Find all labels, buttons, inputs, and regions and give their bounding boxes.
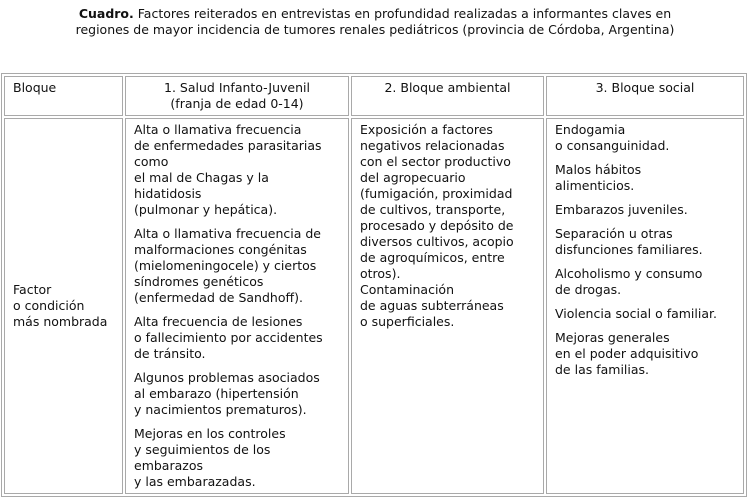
social-item-7: Mejoras generales en el poder adquisitivo de las familias. xyxy=(555,330,699,377)
social-item-1: Endogamia o consanguinidad. xyxy=(555,122,670,153)
cell-ambiental xyxy=(351,118,544,494)
header-salud: 1. Salud Infanto-Juvenil (franja de edad 0-14) xyxy=(125,76,349,116)
social-item-6: Violencia social o familiar. xyxy=(555,306,717,321)
salud-item-2: Alta o llamativa frecuencia de malformaciones congénitas (mielomeningocele) y ciertos síndromes genéticos (enfermedad de Sandhoff). xyxy=(134,226,321,305)
row-label: Factor o condición más nombrada xyxy=(13,282,108,329)
salud-item-5: Mejoras en los controles y seguimientos de los embarazos y las embarazadas. xyxy=(134,426,286,489)
caption-label: Cuadro. xyxy=(78,6,134,21)
ambiental-text: Exposición a factores negativos relacionadas con el sector productivo del agropecuario (fumigación, proximidad de cultivos, transporte, procesado y depósito de diversos cultivos, acopio de agroquímicos, entre otros). Contaminación de aguas subterráneas o superficiales. xyxy=(360,122,514,329)
salud-item-3: Alta frecuencia de lesiones o fallecimiento por accidentes de tránsito. xyxy=(134,314,323,361)
salud-item-1: Alta o llamativa frecuencia de enfermedades parasitarias como el mal de Chagas y la hidatidosis (pulmonar y hepática). xyxy=(134,122,322,217)
row-label-cell xyxy=(4,118,123,494)
header-ambiental: 2. Bloque ambiental xyxy=(351,76,544,116)
social-item-2: Malos hábitos alimenticios. xyxy=(555,162,642,193)
cell-social xyxy=(546,118,744,494)
cell-salud xyxy=(125,118,349,494)
social-item-5: Alcoholismo y consumo de drogas. xyxy=(555,266,703,297)
header-social: 3. Bloque social xyxy=(546,76,744,116)
factors-table xyxy=(1,73,747,497)
header-bloque: Bloque xyxy=(4,76,123,116)
social-item-4: Separación u otras disfunciones familiares. xyxy=(555,226,703,257)
social-item-3: Embarazos juveniles. xyxy=(555,202,688,217)
table-caption xyxy=(60,6,690,38)
table-header-row xyxy=(4,76,744,116)
table-row-factor xyxy=(4,118,744,494)
caption-text: Factores reiterados en entrevistas en profundidad realizadas a informantes claves en regiones de mayor incidencia de tumores renales pediátricos (provincia de Córdoba, Argentina) xyxy=(75,6,675,37)
salud-item-4: Algunos problemas asociados al embarazo (hipertensión y nacimientos prematuros). xyxy=(134,370,320,417)
